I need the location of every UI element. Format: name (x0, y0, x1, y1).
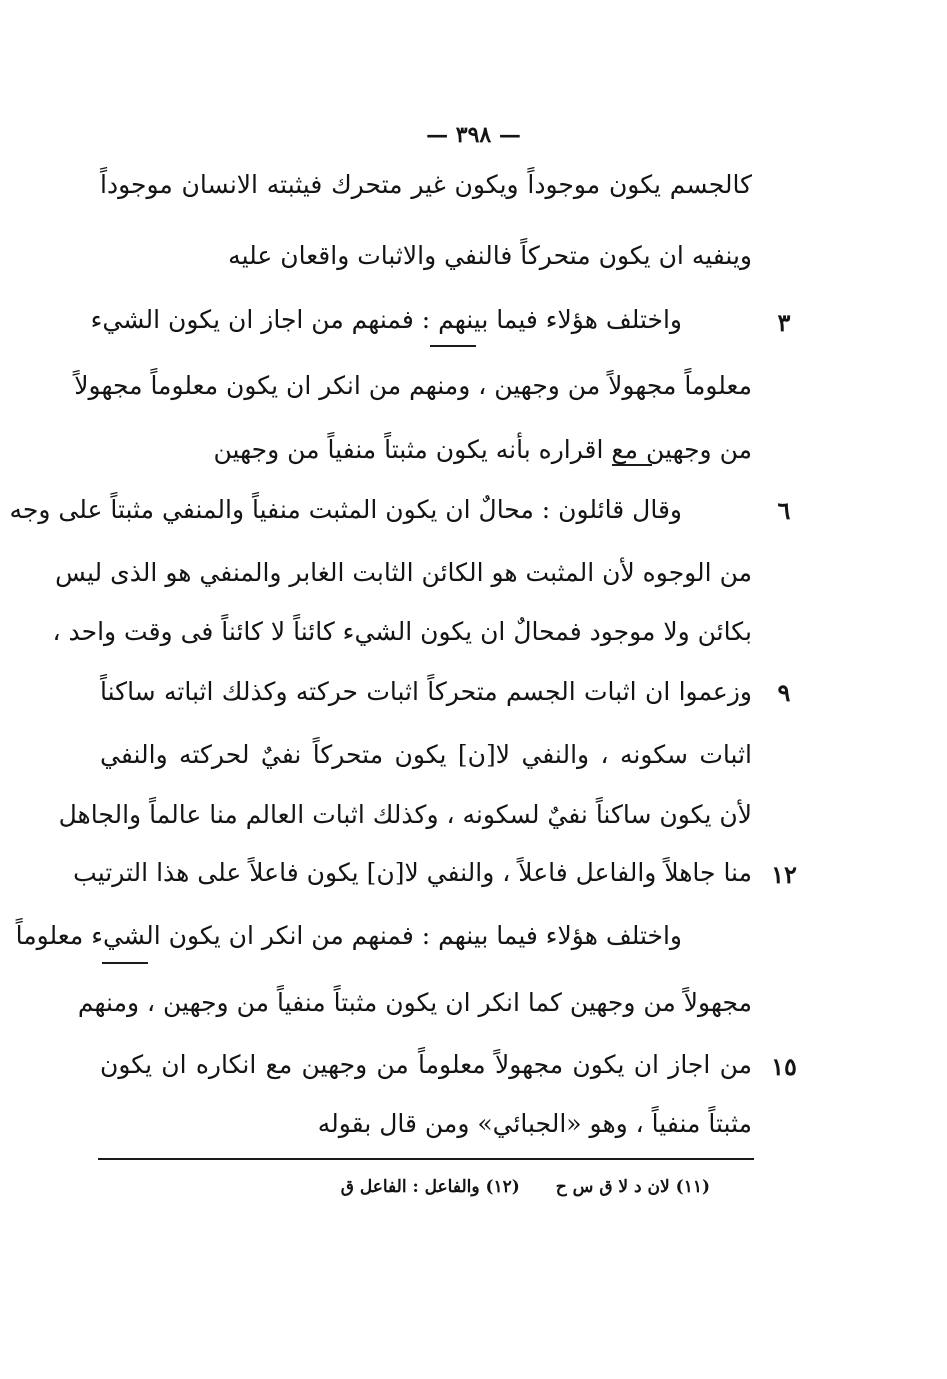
text-line-5: من وجهين مع اقراره بأنه يكون مثبتاً منفياً من وجهين (213, 435, 752, 464)
text-line-1: كالجسم يكون موجوداً ويكون غير متحرك فيثبته الانسان موجوداً (100, 170, 752, 199)
line-number-3: ٣ (777, 308, 791, 337)
line-number-15: ١٥ (771, 1052, 797, 1081)
text-line-12: منا جاهلاً والفاعل فاعلاً ، والنفي لا[ن] يكون فاعلاً على هذا الترتيب (73, 858, 752, 887)
text-line-9: وزعموا ان اثبات الجسم متحركاً اثبات حركته وكذلك اثباته ساكناً (100, 677, 752, 706)
text-line-7: من الوجوه لأن المثبت هو الكائن الثابت الغابر والمنفي هو الذى ليس (55, 558, 752, 587)
underline-mark (430, 345, 476, 347)
text-line-15: من اجاز ان يكون مجهولاً معلوماً من وجهين مع انكاره ان يكون (100, 1050, 752, 1079)
text-line-11: لأن يكون ساكناً نفيٌ لسكونه ، وكذلك اثبات العالم منا عالماً والجاهل (58, 800, 752, 829)
text-line-4: معلوماً مجهولاً من وجهين ، ومنهم من انكر ان يكون معلوماً مجهولاً (74, 371, 752, 400)
text-line-10: اثبات سكونه ، والنفي لا[ن] يكون متحركاً نفيٌ لحركته والنفي (100, 740, 752, 769)
footnote-divider (98, 1158, 754, 1160)
line-number-9: ٩ (777, 678, 791, 707)
text-line-2: وينفيه ان يكون متحركاً فالنفي والاثبات واقعان عليه (228, 241, 752, 270)
text-line-16: مثبتاً منفياً ، وهو «الجبائي» ومن قال بقوله (317, 1109, 752, 1138)
underline-mark (102, 962, 148, 964)
footnotes (250, 1172, 710, 1202)
line-number-6: ٦ (777, 496, 791, 525)
text-line-14: مجهولاً من وجهين كما انكر ان يكون مثبتاً منفياً من وجهين ، ومنهم (77, 988, 752, 1017)
text-line-3: واختلف هؤلاء فيما بينهم : فمنهم من اجاز ان يكون الشيء (90, 305, 682, 334)
footnote-12: (١٢) والفاعل : الفاعل ق (340, 1177, 520, 1197)
line-number-12: ١٢ (771, 860, 797, 889)
page-number: — ٣٩٨ — (426, 122, 521, 148)
text-line-13: واختلف هؤلاء فيما بينهم : فمنهم من انكر ان يكون الشيء معلوماً (15, 921, 682, 950)
underline-mark (612, 464, 652, 466)
text-line-6: وقال قائلون : محالٌ ان يكون المثبت منفياً والمنفي مثبتاً على وجه (9, 495, 682, 524)
text-line-8: بكائن ولا موجود فمحالٌ ان يكون الشيء كائناً لا كائناً فى وقت واحد ، (52, 617, 752, 646)
footnote-11: (١١) لان د لا ق س ح (555, 1177, 710, 1197)
